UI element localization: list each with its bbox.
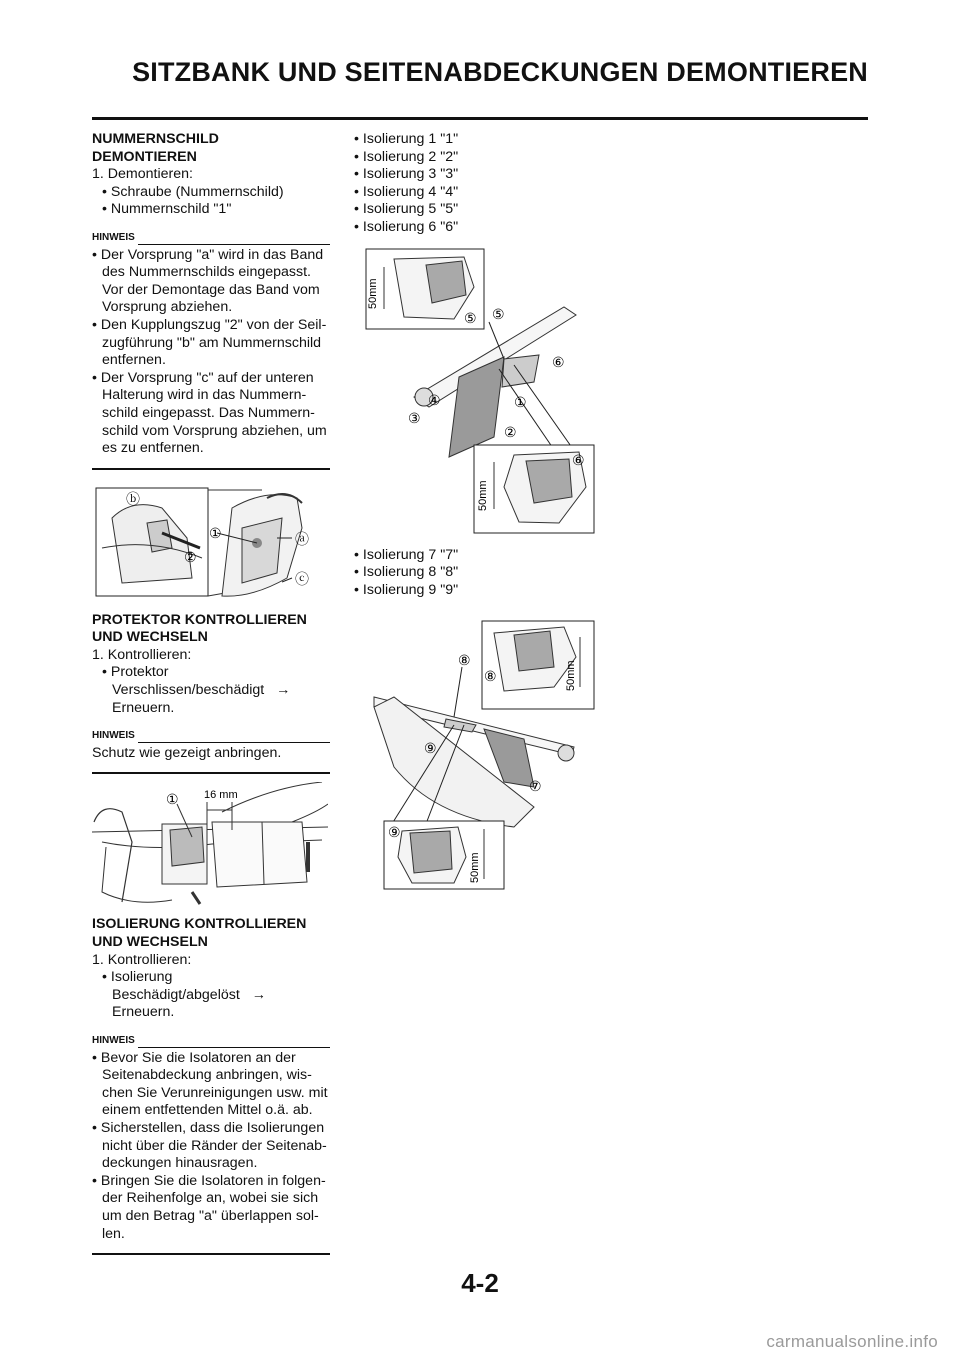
note-item: • Bevor Sie die Isolatoren an der Seitenabdeckung anbringen, wis-chen Sie Verunreinigungen usw. mit einem entfettenden Mittel o.ä. ab. [92, 1049, 328, 1119]
step-text: 1. Kontrollieren: [92, 646, 192, 663]
callout-8-top: ⑧ [458, 652, 471, 669]
callout-9-bottom: ⑨ [388, 824, 401, 841]
callout-1: ① [209, 524, 222, 541]
list-item: • Isolierung 1 "1" [354, 131, 459, 147]
insulation-list-2 [354, 547, 614, 600]
page-number: 4-2 [461, 1268, 499, 1298]
section-title-line: UND WECHSELN [92, 934, 208, 951]
list-item: • Isolierung 5 "5" [354, 201, 459, 218]
callout-4: ④ [428, 391, 441, 408]
callout-2: ② [504, 423, 517, 440]
callout-3: ③ [408, 409, 421, 426]
note-label: HINWEIS [92, 1035, 135, 1046]
list-item: • Isolierung 2 "2" [354, 148, 459, 165]
dimension-top: 50mm [367, 278, 379, 309]
list-item: • Nummernschild "1" [102, 201, 232, 218]
note-label: HINWEIS [92, 730, 135, 742]
list-item: • Schraube (Nummernschild) [102, 183, 284, 200]
section-title-line: DEMONTIEREN [92, 148, 197, 165]
license-plate-illustration [92, 478, 328, 600]
note-end-rule [92, 1253, 330, 1255]
figure-license-plate [92, 478, 328, 600]
list-item: • Isolierung 6 "6" [354, 218, 459, 235]
list-item: • Isolierung [102, 969, 173, 986]
callout-6-bottom: ⑥ [572, 451, 585, 468]
list-item: • Isolierung 8 "8" [354, 564, 459, 581]
dimension-label: 16 mm [204, 789, 238, 802]
section-nummernschild [92, 131, 330, 470]
step-text: 1. Kontrollieren: [92, 951, 192, 968]
action-text: Erneuern. [112, 1004, 175, 1021]
callout-c: ⓒ [295, 570, 309, 587]
note-item: • Den Kupplungszug "2" von der Seil-zugführung "b" am Nummernschild entfernen. [92, 316, 327, 369]
note-item: Schutz wie gezeigt anbringen. [92, 744, 282, 761]
insulation-1-6-illustration [354, 247, 604, 537]
note-rule [138, 1047, 330, 1048]
callout-5-top: ⑤ [464, 309, 477, 326]
figure-insulation-7-9 [354, 607, 604, 893]
note-rule [138, 244, 330, 245]
note-rule [138, 742, 330, 743]
list-item: • Isolierung 9 "9" [354, 581, 459, 598]
callout-5: ⑤ [492, 305, 505, 322]
figure-insulation-1-6 [354, 247, 604, 537]
arrow-icon: → [251, 986, 266, 1003]
figure-protector [92, 782, 328, 910]
insulation-7-9-illustration [354, 607, 604, 893]
header-divider [92, 117, 868, 120]
callout-7: ⑦ [529, 778, 542, 795]
note-label: HINWEIS [92, 231, 135, 243]
callout-9: ⑨ [424, 740, 437, 757]
section-isolierung [92, 916, 330, 1255]
note-end-rule [92, 772, 330, 774]
dimension-bottom: 50mm [469, 852, 481, 884]
protector-illustration [92, 782, 328, 910]
callout-8: ⑧ [484, 668, 497, 685]
list-item: • Isolierung 3 "3" [354, 166, 459, 183]
condition-text: Beschädigt/abgelöst [112, 986, 240, 1003]
callout-b: ⓑ [126, 490, 140, 507]
section-title-line: NUMMERNSCHILD [92, 131, 219, 147]
callout-1: ① [166, 791, 179, 808]
dimension-top: 50mm [565, 660, 577, 692]
action-text: Erneuern. [112, 699, 175, 716]
page-title: SITZBANK UND SEITENABDECKUNGEN DEMONTIEREN [132, 57, 868, 87]
note-item: • Der Vorsprung "a" wird in das Band des Nummernschilds eingepasst. Vor der Demontage das Band vom Vorsprung abziehen. [92, 246, 324, 316]
condition-line [92, 682, 330, 700]
note-header [92, 1032, 330, 1050]
section-title-line: ISOLIERUNG KONTROLLIEREN [92, 916, 307, 933]
right-column [354, 131, 614, 893]
condition-text: Verschlissen/beschädigt [112, 682, 265, 699]
note-end-rule [92, 468, 330, 470]
arrow-icon: → [276, 682, 291, 699]
list-item: • Isolierung 4 "4" [354, 183, 459, 200]
dimension-bottom: 50mm [477, 480, 489, 511]
callout-6: ⑥ [552, 353, 565, 370]
note-item: • Sicherstellen, dass die Isolierungen nicht über die Ränder der Seitenab-deckungen hinausragen. [92, 1119, 327, 1172]
left-column [92, 131, 330, 1263]
callout-a: ⓐ [295, 530, 309, 547]
section-title-line: PROTEKTOR KONTROLLIEREN [92, 611, 307, 628]
step-text: 1. Demontieren: [92, 166, 193, 183]
note-item: • Bringen Sie die Isolatoren in folgen-der Reihenfolge an, wobei sie sich um den Betrag "a" überlappen sol-len. [92, 1172, 326, 1242]
note-item: • Der Vorsprung "c" auf der unteren Halterung wird in das Nummern-schild eingepasst. Das Nummern-schild vom Vorsprung abziehen, um es zu entfernen. [92, 369, 327, 457]
note-header [92, 727, 330, 745]
list-item: • Protektor [102, 664, 169, 681]
callout-1: ① [514, 393, 527, 410]
callout-2: ② [184, 548, 197, 565]
note-header [92, 229, 330, 247]
list-item: • Isolierung 7 "7" [354, 546, 459, 563]
section-title-line: UND WECHSELN [92, 629, 208, 646]
section-protektor [92, 612, 330, 775]
watermark: carmanualsonline.info [766, 1332, 938, 1351]
insulation-list-1 [354, 131, 614, 237]
condition-line [92, 987, 330, 1005]
